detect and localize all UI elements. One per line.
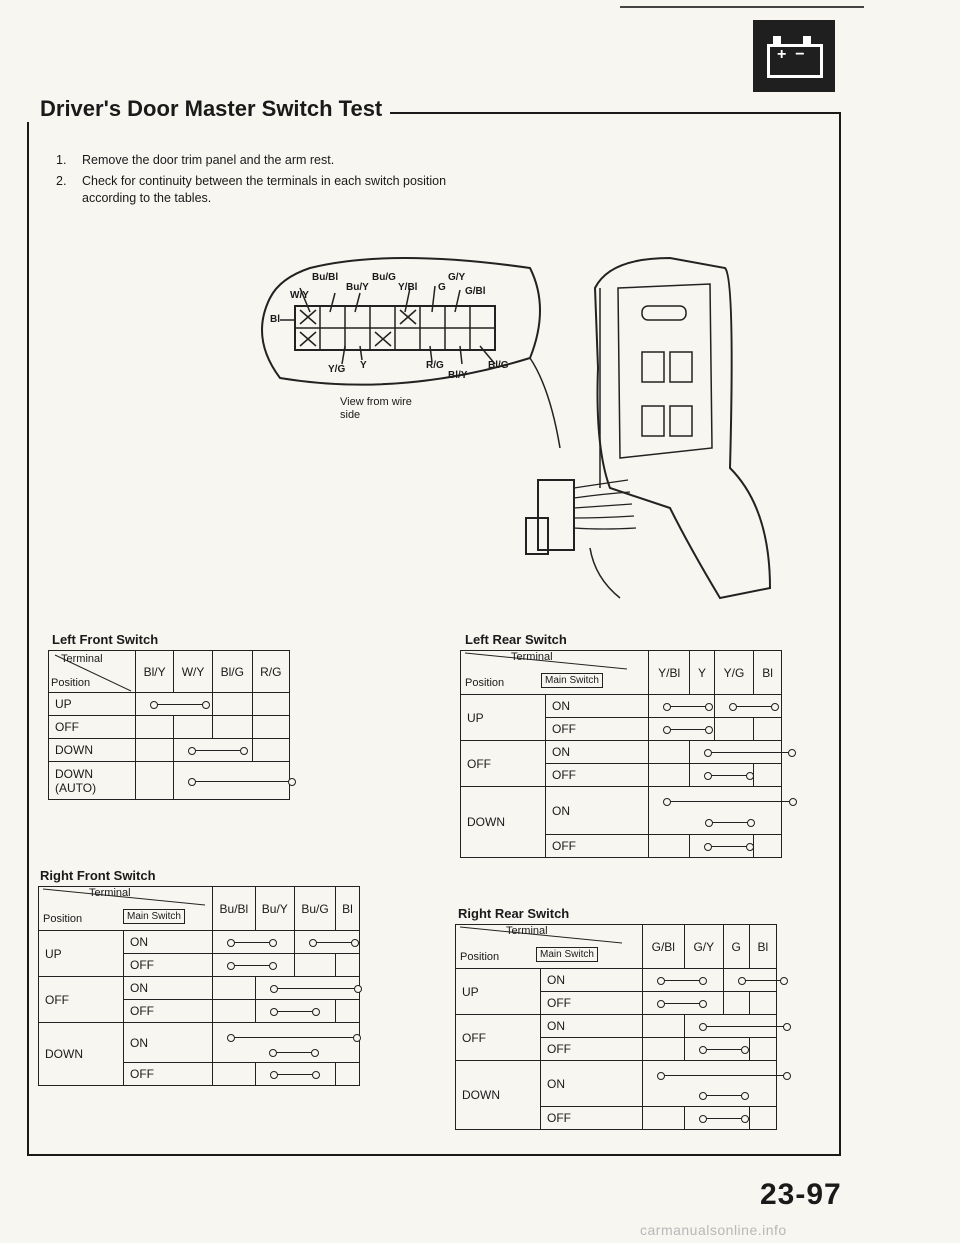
table-row: OFF — [461, 764, 782, 787]
table-row: OFF — [39, 1063, 360, 1086]
right-front-title: Right Front Switch — [40, 868, 156, 883]
continuity-cell — [684, 1015, 776, 1038]
left-front-title: Left Front Switch — [52, 632, 159, 647]
battery-icon: + − — [753, 20, 835, 92]
right-front-table — [38, 886, 360, 1086]
table-row: OFF — [49, 716, 290, 739]
col-header: Y/G — [714, 651, 753, 695]
table-row: DOWN (AUTO) — [49, 762, 290, 800]
diagram-caption: View from wire side — [340, 396, 412, 421]
continuity-cell — [255, 1000, 335, 1023]
col-header: Bu/Bl — [213, 887, 255, 931]
switch-illustration — [250, 248, 810, 608]
col-header: Bl/G — [212, 651, 252, 693]
continuity-cell — [642, 969, 723, 992]
label-bl: Bl — [270, 314, 280, 325]
continuity-cell — [174, 739, 252, 762]
right-rear-table — [455, 924, 777, 1130]
continuity-cell — [174, 762, 290, 800]
table-row: DOWN ON — [456, 1061, 777, 1107]
table-row: UP ON — [39, 931, 360, 954]
header-corner: Terminal Position Main Switch — [456, 925, 643, 969]
col-header: Bu/Y — [255, 887, 295, 931]
page-title: Driver's Door Master Switch Test — [26, 96, 390, 122]
continuity-cell — [213, 931, 295, 954]
table-row: OFF ON — [461, 741, 782, 764]
left-rear-title: Left Rear Switch — [465, 632, 567, 647]
col-header: Y — [690, 651, 715, 695]
continuity-cell — [649, 695, 715, 718]
watermark: carmanualsonline.info — [640, 1222, 787, 1238]
continuity-cell — [723, 969, 776, 992]
continuity-cell — [642, 992, 723, 1015]
table-row: OFF — [461, 835, 782, 858]
label-bu-g: Bu/G — [372, 272, 396, 283]
continuity-cell — [684, 1038, 749, 1061]
table-row: UP — [49, 693, 290, 716]
label-bu-bl: Bu/Bl — [312, 272, 339, 283]
table-row: OFF ON — [39, 977, 360, 1000]
continuity-cell — [714, 695, 781, 718]
table-row: DOWN ON — [39, 1023, 360, 1063]
continuity-cell — [136, 693, 213, 716]
col-header: Y/Bl — [649, 651, 690, 695]
continuity-cell — [649, 718, 715, 741]
col-header: Bl — [335, 887, 359, 931]
col-header: W/Y — [174, 651, 213, 693]
header-corner: Terminal Position Main Switch — [39, 887, 213, 931]
continuity-cell — [690, 764, 754, 787]
left-front-table — [48, 650, 290, 800]
right-rear-title: Right Rear Switch — [458, 906, 570, 921]
label-y-g: Y/G — [328, 364, 346, 375]
table-row: OFF — [39, 954, 360, 977]
table-row: OFF — [39, 1000, 360, 1023]
col-header: R/G — [252, 651, 289, 693]
table-row: OFF — [461, 718, 782, 741]
continuity-cell — [295, 931, 360, 954]
label-y: Y — [360, 360, 367, 371]
top-rule — [620, 6, 864, 8]
table-row: OFF — [456, 1107, 777, 1130]
continuity-cell — [690, 835, 754, 858]
col-header: G/Y — [684, 925, 723, 969]
label-bl-g: Bl/G — [488, 360, 509, 371]
table-row: DOWN ON — [461, 787, 782, 835]
left-rear-table — [460, 650, 782, 858]
label-g: G — [438, 282, 446, 293]
continuity-cell — [684, 1107, 749, 1130]
table-row: OFF — [456, 1038, 777, 1061]
header-corner: Terminal Position — [49, 651, 136, 693]
label-r-g: R/G — [426, 360, 444, 371]
continuity-cell — [213, 1023, 360, 1063]
continuity-cell — [649, 787, 782, 835]
label-bu-y: Bu/Y — [346, 282, 369, 293]
col-header: Bl — [749, 925, 776, 969]
continuity-cell — [690, 741, 782, 764]
instruction-steps — [56, 152, 456, 211]
continuity-cell — [255, 977, 360, 1000]
table-row: UP ON — [456, 969, 777, 992]
header-corner: Terminal Position Main Switch — [461, 651, 649, 695]
col-header: Bl/Y — [136, 651, 174, 693]
step-item: 2. Check for continuity between the terminals in each switch position according to the tables. — [56, 174, 447, 205]
col-header: Bu/G — [295, 887, 336, 931]
connector-diagram — [250, 248, 810, 613]
page-number: 23-97 — [760, 1178, 842, 1211]
continuity-cell — [213, 954, 295, 977]
col-header: Bl — [754, 651, 782, 695]
label-bl-y: Bl/Y — [448, 370, 468, 381]
continuity-cell — [642, 1061, 776, 1107]
label-g-y: G/Y — [448, 272, 466, 283]
table-row: UP ON — [461, 695, 782, 718]
table-row: DOWN — [49, 739, 290, 762]
label-y-bl: Y/Bl — [398, 282, 418, 293]
label-g-bl: G/Bl — [465, 286, 486, 297]
col-header: G/Bl — [642, 925, 684, 969]
label-w-y: W/Y — [290, 290, 309, 301]
step-item: 1. Remove the door trim panel and the arm rest. — [56, 153, 335, 167]
table-row: OFF — [456, 992, 777, 1015]
continuity-cell — [255, 1063, 335, 1086]
table-row: OFF ON — [456, 1015, 777, 1038]
col-header: G — [723, 925, 749, 969]
